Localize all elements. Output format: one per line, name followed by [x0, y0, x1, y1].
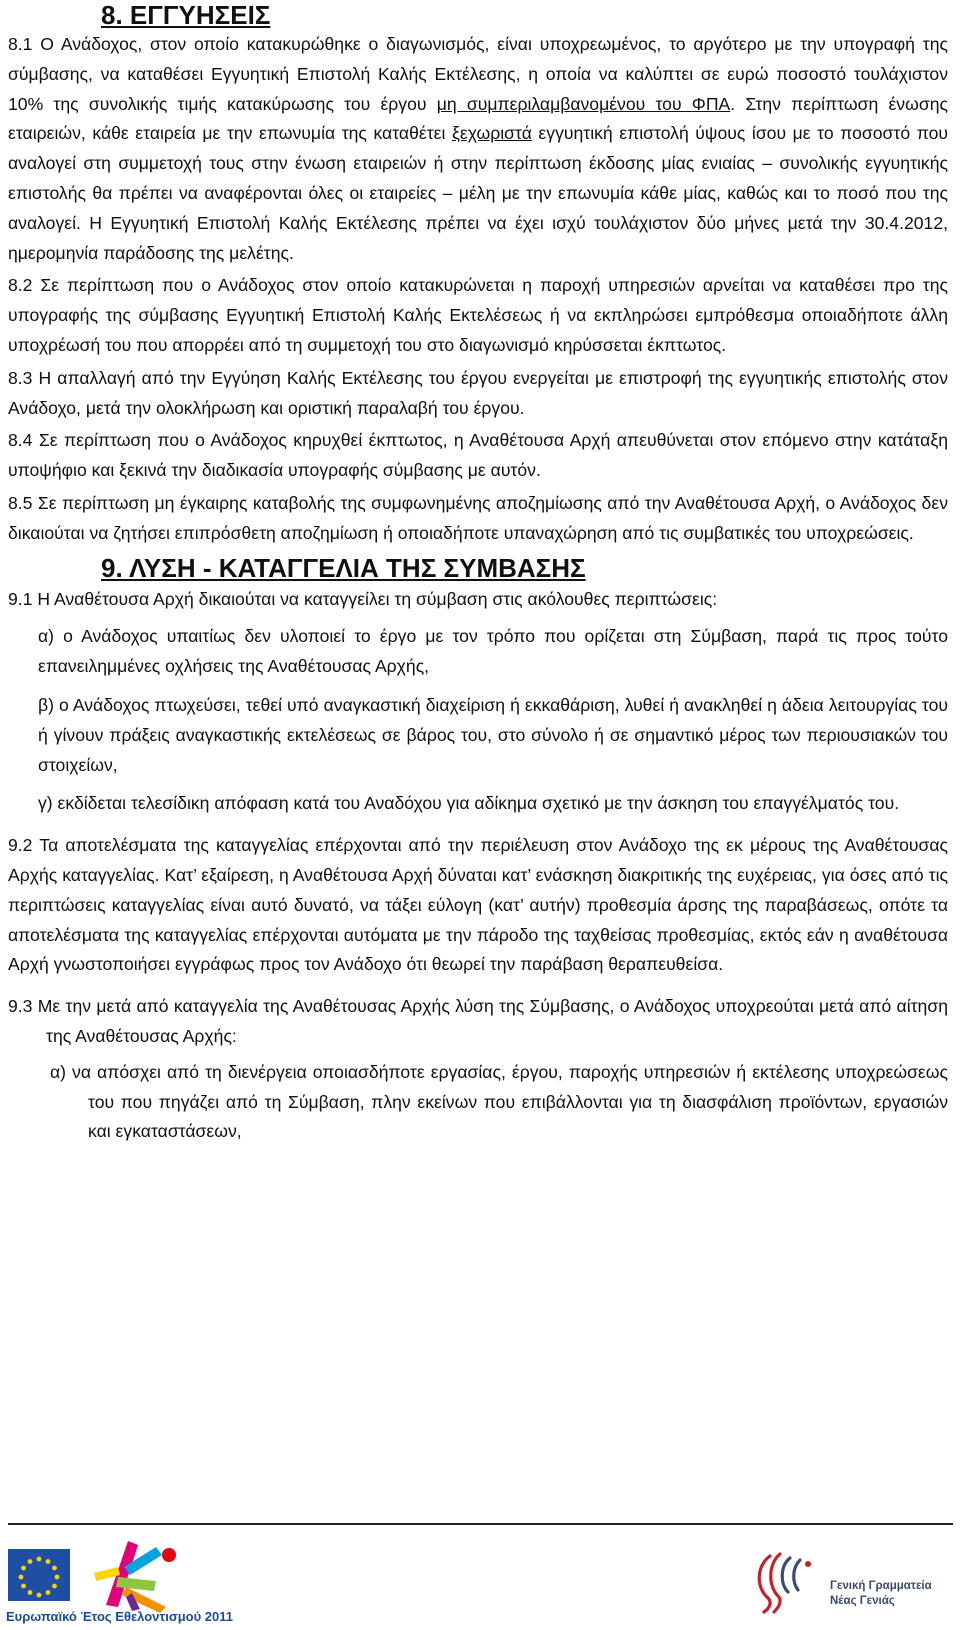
section-9-heading: 9. ΛΥΣΗ - ΚΑΤΑΓΓΕΛΙΑ ΤΗΣ ΣΥΜΒΑΣΗΣ — [101, 552, 586, 583]
paragraph-8-1-part-b: . Στην περίπτωση ένωσης εταιρειών, κάθε εταιρεία με την επωνυμία της καταθέτει — [8, 93, 948, 144]
paragraph-9-1-c: γ) εκδίδεται τελεσίδικη απόφαση κατά του Αναδόχου για αδίκημα σχετικό με την άσκηση του επαγγέλματός του. — [38, 793, 900, 814]
gg-logo-line-2: Νέας Γενιάς — [830, 1595, 895, 1607]
paragraph-8-5: 8.5 Σε περίπτωση μη έγκαιρης καταβολής της συμφωνημένης αποζημίωσης από την Αναθέτουσα Αρχή, ο Ανάδοχος δεν δικαιούται να ζητήσει επιπρόσθετη αποζημίωση ή οποιαδήποτε υπαναχώρηση από τις συμβατικές του υποχρεώσεις. — [8, 492, 948, 543]
paragraph-8-1 — [8, 30, 948, 268]
paragraph-9-1-a: α) ο Ανάδοχος υπαιτίως δεν υλοποιεί το έργο με τον τρόπο που ορίζεται στη Σύμβαση, παρά τις προς τούτο επανειλημμένες οχλήσεις της Αναθέτουσας Αρχής, — [38, 626, 948, 677]
paragraph-9-3-a: α) να απόσχει από τη διενέργεια οποιασδήποτε εργασίας, έργου, παροχής υπηρεσιών ή εκτέλεσης υποχρεώσεως του που πηγάζει από τη Σύμβαση, πλην εκείνων που επιβάλλονται για τη διασφάλιση προϊόντων, εργασιών και εγκαταστάσεων, — [50, 1061, 948, 1142]
volunteer-figure-icon — [94, 1541, 176, 1613]
eu-logo-caption: Ευρωπαϊκό Έτος Εθελοντισμού 2011 — [6, 1609, 233, 1624]
paragraph-8-2: 8.2 Σε περίπτωση που ο Ανάδοχος στον οποίο κατακυρώνεται η παροχή υπηρεσιών αρνείται να καταθέσει προ της υπογραφής της σύμβασης Εγγυητική Επιστολή Καλής Εκτελέσεως ή να εκπληρώσει εμπρόθεσμα οποιαδήποτε άλλη υποχρέωσή του που απορρέει από τη συμμετοχή του στο διαγωνισμό κηρύσσεται έκπτωτος. — [8, 275, 948, 355]
section-8-heading: 8. ΕΓΓΥΗΣΕΙΣ — [101, 0, 271, 30]
paragraph-9-1-b: β) ο Ανάδοχος πτωχεύσει, τεθεί υπό αναγκαστική διαχείριση ή εκκαθάριση, λυθεί ή ανακληθεί η άδεια λειτουργίας του ή γίνουν πράξεις αναγκαστικής εκτελέσεως σε βάρος του, στο σύνολο ή σε σημαντικό μέρος των περιουσιακών του στοιχείων, — [38, 694, 948, 775]
paragraph-9-1: 9.1 Η Αναθέτουσα Αρχή δικαιούται να καταγγείλει τη σύμβαση στις ακόλουθες περιπτώσεις: — [8, 588, 718, 609]
paragraph-8-1-part-a: 8.1 Ο Ανάδοχος, στον οποίο κατακυρώθηκε ο διαγωνισμός, είναι υποχρεωμένος, το αργότερο με την υπογραφή της σύμβασης, να καταθέσει Εγγυητική Επιστολή Καλής Εκτέλεσης, η οποία να καλύπτει σε ευρώ ποσοστό τουλάχιστον 10% της συνολικής τιμής κατακύρωσης του έργου — [8, 34, 948, 114]
document-page — [8, 0, 948, 1147]
paragraph-8-1-part-c: εγγυητική επιστολή ύψους ίσου με το ποσοστό που αναλογεί στη συμμετοχή τους στην ένωση εταιρειών ή στην περίπτωση έκδοσης μίας ενιαίας – συνολικής εγγυητικής επιστολής θα πρέπει να αναφέρονται όλες οι εταιρείες – μέλη με την επωνυμία κάθε μίας, καθώς και το ποσό που της αναλογεί. Η Εγγυητική Επιστολή Καλής Εκτέλεσης πρέπει να έχει ισχύ τουλάχιστον δύο μήνες μετά την 30.4.2012, ημερομηνία παράδοσης της μελέτης. — [8, 123, 948, 263]
separately-underlined: ξεχωριστά — [452, 123, 532, 144]
gg-logo-line-1: Γενική Γραμματεία — [830, 1580, 932, 1592]
vat-exclusion-underlined: μη συμπεριλαμβανομένου του ΦΠΑ — [436, 93, 731, 114]
footer — [0, 1532, 960, 1630]
paragraph-8-4: 8.4 Σε περίπτωση που ο Ανάδοχος κηρυχθεί έκπτωτος, η Αναθέτουσα Αρχή απευθύνεται στον επόμενο στην κατάταξη υποψήφιο και ξεκινά την διαδικασία υπογραφής σύμβασης με αυτόν. — [8, 430, 948, 481]
footer-divider — [8, 1523, 953, 1525]
paragraph-9-3: 9.3 Με την μετά από καταγγελία της Αναθέτουσας Αρχής λύση της Σύμβασης, ο Ανάδοχος υποχρεούται μετά από αίτηση της Αναθέτουσας Αρχής: — [8, 996, 948, 1046]
paragraph-9-2: 9.2 Τα αποτελέσματα της καταγγελίας επέρχονται από την περιέλευση στον Ανάδοχο της εκ μέρους της Αναθέτουσας Αρχής καταγγελίας. Κατ’ εξαίρεση, η Αναθέτουσα Αρχή δύναται κατ’ ενάσκηση διακριτικής της ευχέρειας, για όσες από τις περιπτώσεις καταγγελίας είναι αυτό δυνατό, να τάξει εύλογη (κατ’ αυτήν) προθεσμία άρσης της παραβάσεως, οπότε τα αποτελέσματα της καταγγελίας επέρχονται αυτόματα με την πάροδο της ταχθείσας προθεσμίας, εκτός εάν η αναθέτουσα Αρχή γνωστοποιήσει εγγράφως προς τον Ανάδοχο ότι θεωρεί την παράβαση θεραπευθείσα. — [8, 835, 948, 975]
profile-faces-icon — [759, 1554, 811, 1612]
paragraph-8-3: 8.3 Η απαλλαγή από την Εγγύηση Καλής Εκτέλεσης του έργου ενεργείται με επιστροφή της εγγυητικής επιστολής στον Ανάδοχο, μετά την ολοκλήρωση και οριστική παραλαβή του έργου. — [8, 367, 948, 418]
